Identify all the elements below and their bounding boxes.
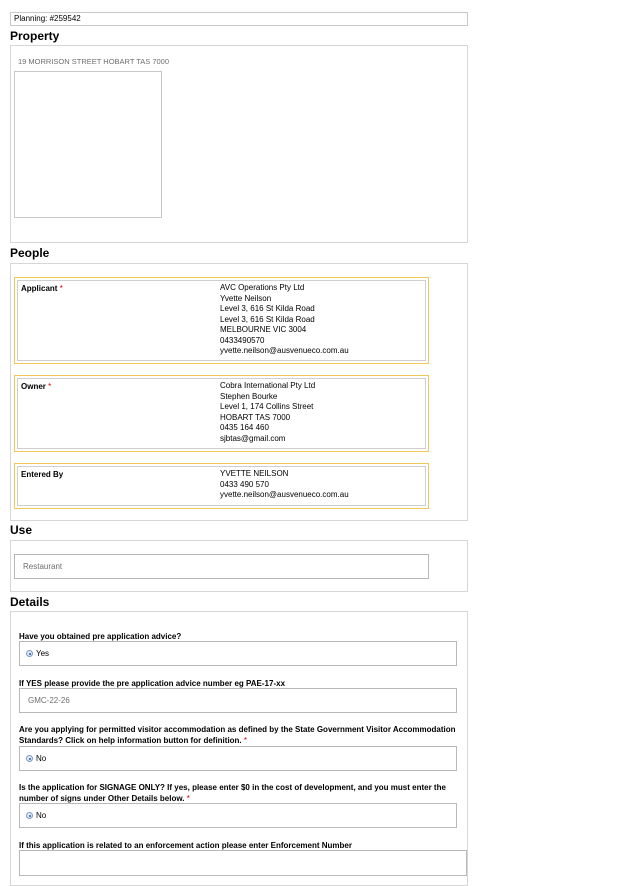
owner-phone: 0435 164 460: [220, 423, 269, 432]
applicant-address-line-2: Level 3, 616 St Kilda Road: [220, 314, 315, 324]
applicant-details: [220, 283, 349, 357]
signage-only-field[interactable]: [19, 803, 457, 828]
entered-by-email: yvette.neilson@ausvenueco.com.au: [220, 490, 349, 499]
entered-by-phone: 0433 490 570: [220, 479, 269, 489]
owner-contact-name: Stephen Bourke: [220, 391, 278, 401]
pre-application-advice-field[interactable]: [19, 641, 457, 666]
applicant-phone: 0433490570: [220, 335, 265, 345]
applicant-address-line-1: Level 3, 616 St Kilda Road: [220, 304, 315, 313]
required-marker: *: [59, 284, 63, 293]
enforcement-number-input[interactable]: [19, 850, 467, 876]
people-section-title: People: [10, 246, 50, 260]
enforcement-number-question: If this application is related to an enforcement action please enter Enforcement Number: [19, 841, 352, 850]
signage-only-answer: No: [36, 811, 47, 820]
details-section-title: Details: [10, 595, 50, 609]
radio-selected-icon[interactable]: [26, 812, 33, 819]
visitor-accommodation-question-line-2: [19, 735, 464, 746]
pre-application-number-input[interactable]: GMC-22-26: [19, 688, 457, 713]
visitor-accommodation-question: [19, 724, 464, 746]
applicant-contact-name: Yvette Neilson: [220, 293, 272, 303]
signage-only-question-text: number of signs under Other Details below.: [19, 794, 185, 803]
use-input[interactable]: Restaurant: [14, 554, 429, 579]
owner-city: HOBART TAS 7000: [220, 412, 291, 422]
owner-label: [21, 382, 51, 391]
applicant-label-text: Applicant: [21, 284, 58, 293]
pre-application-advice-question: Have you obtained pre application advice?: [19, 632, 182, 641]
entered-by-name: YVETTE NEILSON: [220, 469, 289, 478]
required-marker: *: [186, 794, 190, 803]
planning-number: Planning: #259542: [10, 12, 468, 26]
owner-company: Cobra International Pty Ltd: [220, 381, 316, 390]
property-section-title: Property: [10, 29, 60, 43]
visitor-accommodation-answer: No: [36, 754, 47, 763]
pre-application-advice-answer: Yes: [36, 649, 50, 658]
required-marker: *: [243, 736, 248, 745]
visitor-accommodation-field[interactable]: [19, 746, 457, 771]
owner-label-text: Owner: [21, 382, 46, 391]
applicant-city: MELBOURNE VIC 3004: [220, 325, 307, 334]
required-marker: *: [48, 382, 52, 391]
signage-only-question: [19, 782, 464, 804]
owner-address-line-1: Level 1, 174 Collins Street: [220, 402, 314, 411]
entered-by-label: Entered By: [21, 470, 64, 479]
visitor-accommodation-question-line-1: Are you applying for permitted visitor accommodation as defined by the State Government Visitor Accommodation: [19, 725, 456, 734]
signage-only-question-line-1: Is the application for SIGNAGE ONLY? If yes, please enter $0 in the cost of development, and you must enter the: [19, 783, 446, 792]
property-map[interactable]: [14, 71, 162, 218]
entered-by-details: [220, 469, 349, 501]
owner-email: sjbtas@gmail.com: [220, 433, 286, 443]
radio-selected-icon[interactable]: [26, 650, 33, 657]
visitor-accommodation-question-text: Standards? Click on help information button for definition.: [19, 736, 242, 745]
use-section-title: Use: [10, 523, 33, 537]
property-address: 19 MORRISON STREET HOBART TAS 7000: [18, 57, 170, 66]
applicant-label: [21, 284, 63, 293]
applicant-email: yvette.neilson@ausvenueco.com.au: [220, 346, 349, 355]
radio-selected-icon[interactable]: [26, 755, 33, 762]
pre-application-number-question: If YES please provide the pre application advice number eg PAE-17-xx: [19, 679, 286, 688]
applicant-company: AVC Operations Pty Ltd: [220, 283, 305, 292]
owner-details: [220, 381, 315, 444]
